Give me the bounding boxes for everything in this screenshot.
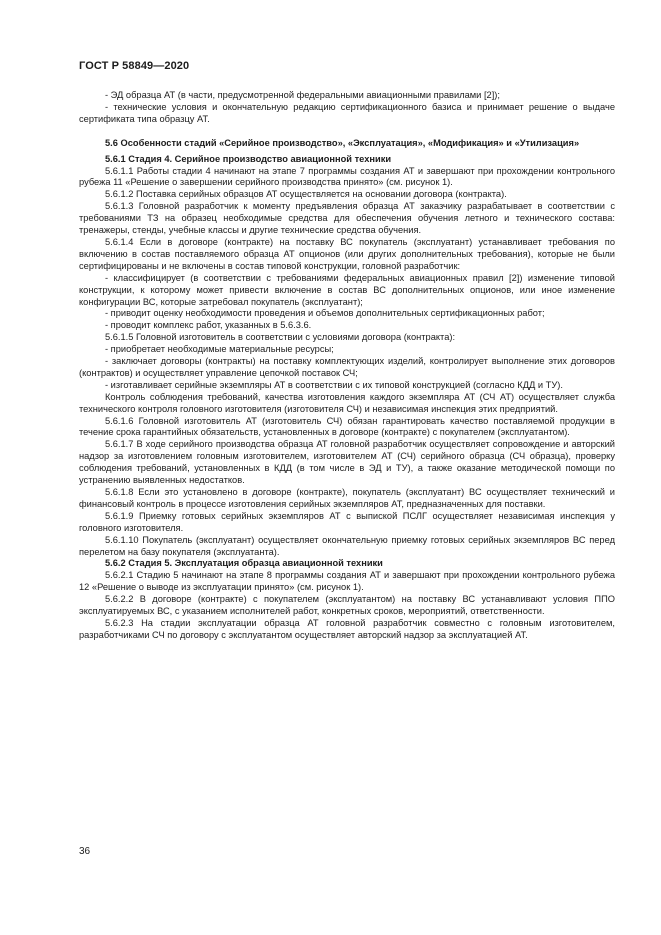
section-heading: 5.6 Особенности стадий «Серийное производство», «Эксплуатация», «Модификация» и «Утилизация» <box>105 137 580 148</box>
paragraph: 5.6.1.9 Приемку готовых серийных экземпляров АТ с выпиской ПСЛГ осуществляет независимая инспекция у головного изготовителя. <box>79 510 615 533</box>
paragraph: 5.6.1.1 Работы стадии 4 начинают на этапе 7 программы создания АТ и завершают при прохождении контрольного рубежа 11 «Решение о завершении серийного производства принято» (см. рисунок 1). <box>79 165 615 188</box>
paragraph: 5.6.1.2 Поставка серийных образцов АТ осуществляется на основании договора (контракта). <box>105 189 507 200</box>
paragraph: 5.6.1.3 Головной разработчик к моменту предъявления образца АТ заказчику разрабатывает в соответствии с требованиями ТЗ на образец необходимые средства для обеспечения обучения летного и технического состава: тренажеры, стенды, учебные классы и другие технические средства обучения. <box>79 201 615 236</box>
paragraph: - ЭД образца АТ (в части, предусмотренной федеральными авиационными правилами [2]); <box>105 90 500 100</box>
document-body <box>79 90 615 642</box>
paragraph: 5.6.2.3 На стадии эксплуатации образца АТ головной разработчик совместно с головным изготовителем, разработчиками СЧ по договору с эксплуатантом осуществляет авторский надзор за эксплуатацией АТ. <box>79 617 615 640</box>
paragraph: 5.6.1.8 Если это установлено в договоре (контракте), покупатель (эксплуатант) ВС осуществляет технический и финансовый контроль в процессе изготовления серийных экземпляров АТ, предназначенных для поставки. <box>79 487 615 509</box>
paragraph: - приводит оценку необходимости проведения и объемов дополнительных сертификационных работ; <box>105 308 545 319</box>
page-number: 36 <box>79 846 91 857</box>
paragraph: - проводит комплекс работ, указанных в 5.6.3.6. <box>105 320 312 331</box>
paragraph: Контроль соблюдения требований, качества изготовления каждого экземпляра АТ (СЧ АТ) осуществляет служба технического контроля головного изготовителя (изготовителя СЧ) и независимая инспекция этих предприятий. <box>79 391 615 414</box>
paragraph: - классифицирует (в соответствии с требованиями федеральных авиационных правил [2]) изменение типовой конструкции, к которому может привести включение в состав ВС дополнительных опционов, или иное изменение конфигурации ВС, которые затребовал покупатель (эксплуатант); <box>79 272 615 307</box>
paragraph: 5.6.2.2 В договоре (контракте) с покупателем (эксплуатантом) на поставку ВС устанавливают условия ППО эксплуатируемых ВС, с указанием исполнителей работ, конкретных сроков, мероприятий, ответственности. <box>79 594 615 617</box>
paragraph: 5.6.2.1 Стадию 5 начинают на этапе 8 программы создания АТ и завершают при прохождении контрольного рубежа 12 «Решение о выводе из эксплуатации принято» (см. рисунок 1). <box>79 570 615 593</box>
paragraph: - технические условия и окончательную редакцию сертификационного базиса и принимает решение о выдаче сертификата типа образцу АТ. <box>79 101 615 124</box>
document-header: ГОСТ Р 58849—2020 <box>79 60 190 72</box>
paragraph: - заключает договоры (контракты) на поставку комплектующих изделий, контролирует выполнение этих договоров (контрактов) и осуществляет управление цепочкой поставок СЧ; <box>79 356 615 378</box>
spacer <box>79 126 615 138</box>
paragraph: - приобретает необходимые материальные ресурсы; <box>105 344 334 355</box>
paragraph: 5.6.1.6 Головной изготовитель АТ (изготовитель СЧ) обязан гарантировать качество поставляемой продукции в течение срока гарантийных обязательств, установленных в договоре (контракте) с покупателем (эксплуатантом). <box>79 415 615 438</box>
paragraph: 5.6.1.5 Головной изготовитель в соответствии с условиями договора (контракта): <box>105 332 456 343</box>
paragraph: 5.6.1.7 В ходе серийного производства образца АТ головной разработчик осуществляет сопровождение и авторский надзор за изготовлением головным изготовителем, изготовителем АТ (СЧ) серийного образца (СЧ образца), проверку соблюдения требований, установленных в КДД (в том числе в ЭД и ТУ), а также оказание методической помощи по устранению выявленных недостатков. <box>79 439 615 486</box>
paragraph: 5.6.1.10 Покупатель (эксплуатант) осуществляет окончательную приемку готовых серийных экземпляров ВС перед перелетом на базу покупателя (эксплуатанта). <box>79 534 615 557</box>
section-heading: 5.6.1 Стадия 4. Серийное производство авиационной техники <box>105 153 392 164</box>
paragraph: 5.6.1.4 Если в договоре (контракте) на поставку ВС покупатель (эксплуатант) устанавливает требования по включению в состав поставляемого образца АТ опционов (или других дополнительных требования), которые не были сертифицированы и не включены в состав типовой конструкции, головной разработчик: <box>79 236 615 271</box>
paragraph: - изготавливает серийные экземпляры АТ в соответствии с их типовой конструкцией (согласно КДД и ТУ). <box>105 379 563 390</box>
section-heading: 5.6.2 Стадия 5. Эксплуатация образца авиационной техники <box>105 558 383 569</box>
